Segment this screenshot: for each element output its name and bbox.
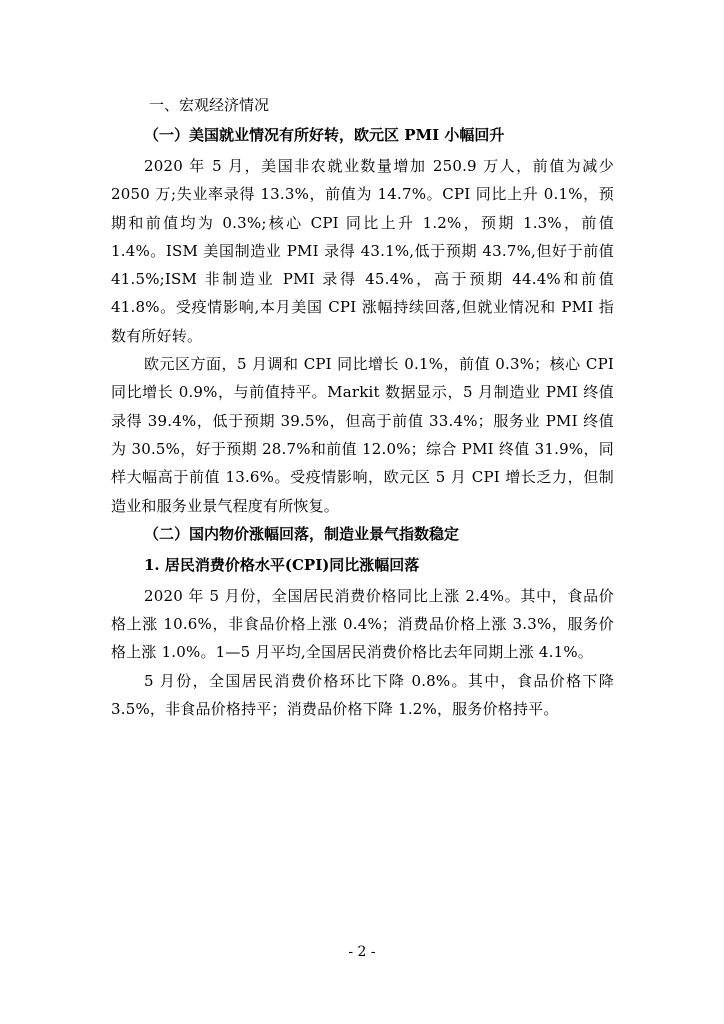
- subsection-heading-2-1: 1. 居民消费价格水平(CPI)同比涨幅回落: [144, 555, 420, 574]
- page-number: - 2 -: [348, 944, 376, 960]
- document-body: [111, 91, 614, 723]
- subsection-heading-1: （一）美国就业情况有所好转，欧元区 PMI 小幅回升: [144, 126, 505, 144]
- paragraph-eurozone: 欧元区方面，5 月调和 CPI 同比增长 0.1%，前值 0.3%；核心 CPI 同比增长 0.9%，与前值持平。Markit 数据显示，5 月制造业 PMI 终值录得 39.4%，低于预期 39.5%，但高于前值 33.4%；服务业 PMI 终值为 30.5%，好于预期 28.7%和前值 12.0%；综合 PMI 终值 31.9%，同样大幅高于前值 13.6%。受疫情影响，欧元区 5 月 CPI 增长乏力，但制造业和服务业景气程度有所恢复。: [111, 355, 614, 515]
- subsection-heading-2: （二）国内物价涨幅回落，制造业景气指数稳定: [144, 524, 460, 543]
- section-heading: 一、宏观经济情况: [149, 96, 270, 114]
- paragraph-cpi-mom: 5 月份，全国居民消费价格环比下降 0.8%。其中，食品价格下降 3.5%，非食品价格持平；消费品价格下降 1.2%，服务价格持平。: [111, 671, 614, 719]
- paragraph-us-economy: 2020 年 5 月，美国非农就业数量增加 250.9 万人，前值为减少 2050 万;失业率录得 13.3%，前值为 14.7%。CPI 同比上升 0.1%，预期和前值均为 0.3%;核心 CPI 同比上升 1.2%，预期 1.3%，前值 1.4%。ISM 美国制造业 PMI 录得 43.1%,低于预期 43.7%,但好于前值 41.5%;ISM 非制造业 PMI 录得 45.4%，高于预期 44.4%和前值 41.8%。受疫情影响,本月美国 CPI 涨幅持续回落,但就业情况和 PMI 指数有所好转。: [111, 157, 614, 345]
- paragraph-cpi-yoy: 2020 年 5 月份，全国居民消费价格同比上涨 2.4%。其中，食品价格上涨 10.6%，非食品价格上涨 0.4%；消费品价格上涨 3.3%，服务价格上涨 1.0%。1—5 月平均,全国居民消费价格比去年同期上涨 4.1%。: [111, 586, 614, 662]
